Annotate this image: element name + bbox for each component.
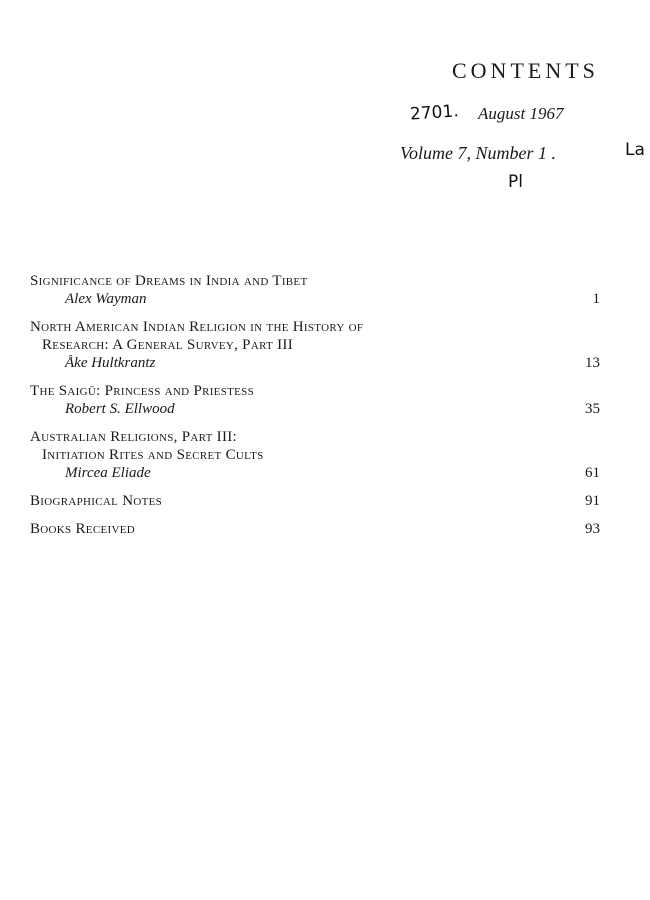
toc-page-number: 91 xyxy=(585,493,600,509)
handwritten-annotation-pl: Pl xyxy=(508,172,523,192)
toc-entry xyxy=(30,318,600,372)
toc-author: Mircea Eliade xyxy=(65,465,151,481)
toc-title: Biographical Notes xyxy=(30,493,163,509)
toc-entry xyxy=(30,382,600,418)
table-of-contents xyxy=(30,272,600,548)
toc-title: Australian Religions, Part III: xyxy=(30,429,238,445)
toc-title: Books Received xyxy=(30,521,135,537)
toc-author: Alex Wayman xyxy=(65,291,147,307)
volume-number: Volume 7, Number 1 . xyxy=(400,143,556,163)
toc-entry xyxy=(30,272,600,308)
toc-entry xyxy=(30,428,600,482)
toc-entry xyxy=(30,492,600,510)
toc-title-continuation: Initiation Rites and Secret Cults xyxy=(42,447,264,463)
toc-title: The Saigū: Princess and Priestess xyxy=(30,383,254,399)
toc-title: North American Indian Religion in the History of xyxy=(30,319,364,335)
toc-title: Significance of Dreams in India and Tibet xyxy=(30,273,308,289)
contents-heading: CONTENTS xyxy=(452,58,599,83)
issue-date: August 1967 xyxy=(478,104,564,123)
toc-author: Åke Hultkrantz xyxy=(65,355,156,371)
toc-entry xyxy=(30,520,600,538)
toc-page-number: 13 xyxy=(585,355,600,371)
toc-page-number: 35 xyxy=(585,401,600,417)
toc-page-number: 61 xyxy=(585,465,600,481)
handwritten-call-number: 2701. xyxy=(409,101,460,125)
toc-title-continuation: Research: A General Survey, Part III xyxy=(42,337,293,353)
toc-author: Robert S. Ellwood xyxy=(65,401,175,417)
toc-page-number: 93 xyxy=(585,521,600,537)
toc-page-number: 1 xyxy=(592,291,600,307)
handwritten-annotation-la: La xyxy=(625,140,645,160)
